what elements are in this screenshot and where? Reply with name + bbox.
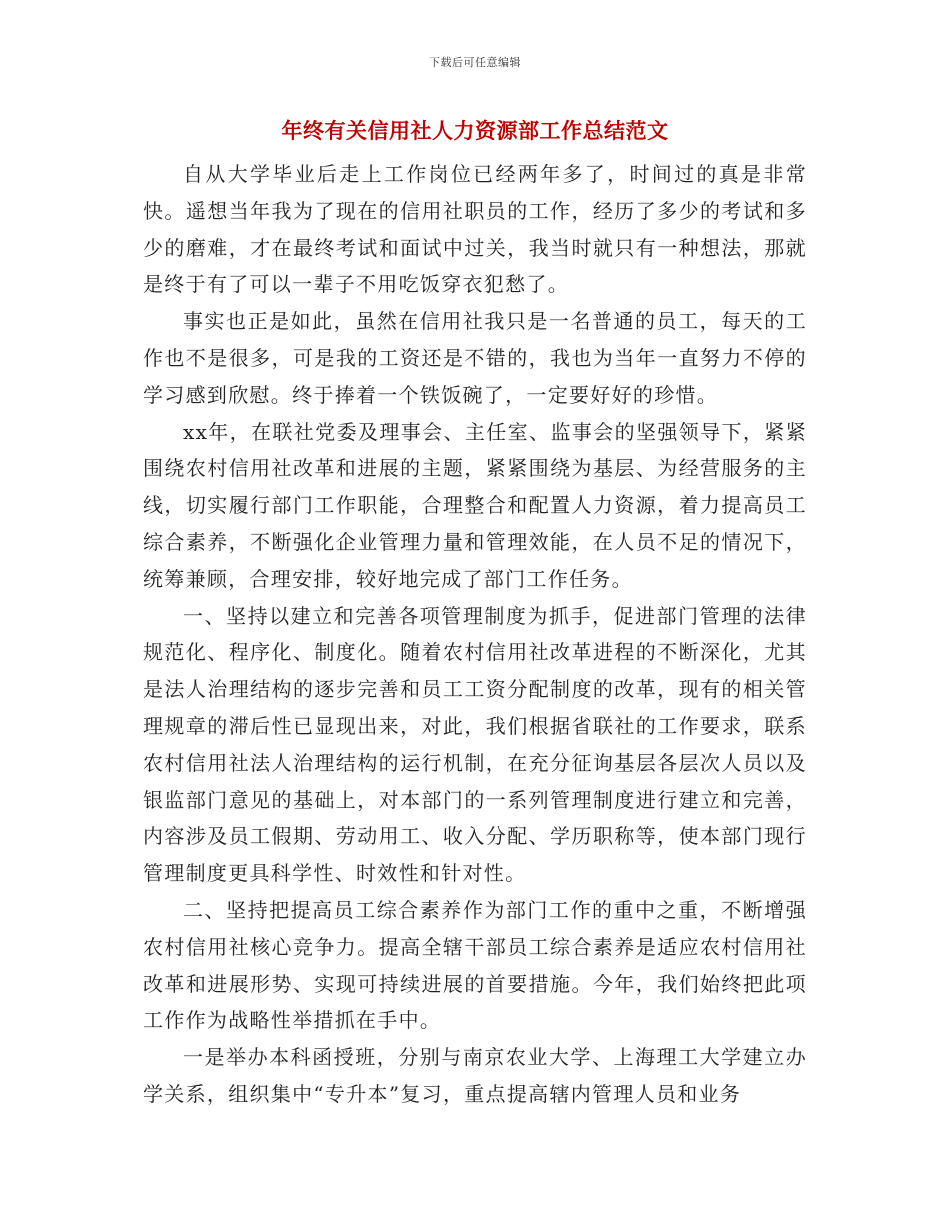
paragraph-section-two: 二、坚持把提高员工综合素养作为部门工作的重中之重，不断增强农村信用社核心竞争力。提高全辖干部员工综合素养是适应农村信用社改革和进展形势、实现可持续进展的首要措施。今年，我们始终把此项工作作为战略性举措抓在手中。 [143,897,807,1033]
document-title: 年终有关信用社人力资源部工作总结范文 [281,118,669,143]
header-note: 下载后可任意编辑 [429,56,521,69]
paragraph-intro: 自从大学毕业后走上工作岗位已经两年多了，时间过的真是非常快。遥想当年我为了现在的信用社职员的工作，经历了多少的考试和多少的磨难，才在最终考试和面试中过关，我当时就只有一种想法，那就是终于有了可以一辈子不用吃饭穿衣犯愁了。 [143,162,807,297]
paragraph-reflection: 事实也正是如此，虽然在信用社我只是一名普通的员工，每天的工作也不是很多，可是我的工资还是不错的，我也为当年一直努力不停的学习感到欣慰。终于捧着一个铁饭碗了，一定要好好的珍惜。 [143,309,807,407]
paragraph-year-summary: xx年，在联社党委及理事会、主任室、监事会的坚强领导下，紧紧围绕农村信用社改革和进展的主题，紧紧围绕为基层、为经营服务的主线，切实履行部门工作职能，合理整合和配置人力资源，着力提高员工综合素养，不断强化企业管理力量和管理效能，在人员不足的情况下，统筹兼顾，合理安排，较好地完成了部门工作任务。 [143,419,807,591]
paragraph-section-one: 一、坚持以建立和完善各项管理制度为抓手，促进部门管理的法律规范化、程序化、制度化。随着农村信用社改革进程的不断深化，尤其是法人治理结构的逐步完善和员工工资分配制度的改革，现有的相关管理规章的滞后性已显现出来，对此，我们根据省联社的工作要求，联系农村信用社法人治理结构的运行机制，在充分征询基层各层次人员以及银监部门意见的基础上，对本部门的一系列管理制度进行建立和完善，内容涉及员工假期、劳动用工、收入分配、学历职称等，使本部门现行管理制度更具科学性、时效性和针对性。 [143,603,807,886]
document-body [143,156,807,1113]
paragraph-item-one: 一是举办本科函授班，分别与南京农业大学、上海理工大学建立办学关系，组织集中“专升本”复习，重点提高辖内管理人员和业务 [143,1045,807,1106]
